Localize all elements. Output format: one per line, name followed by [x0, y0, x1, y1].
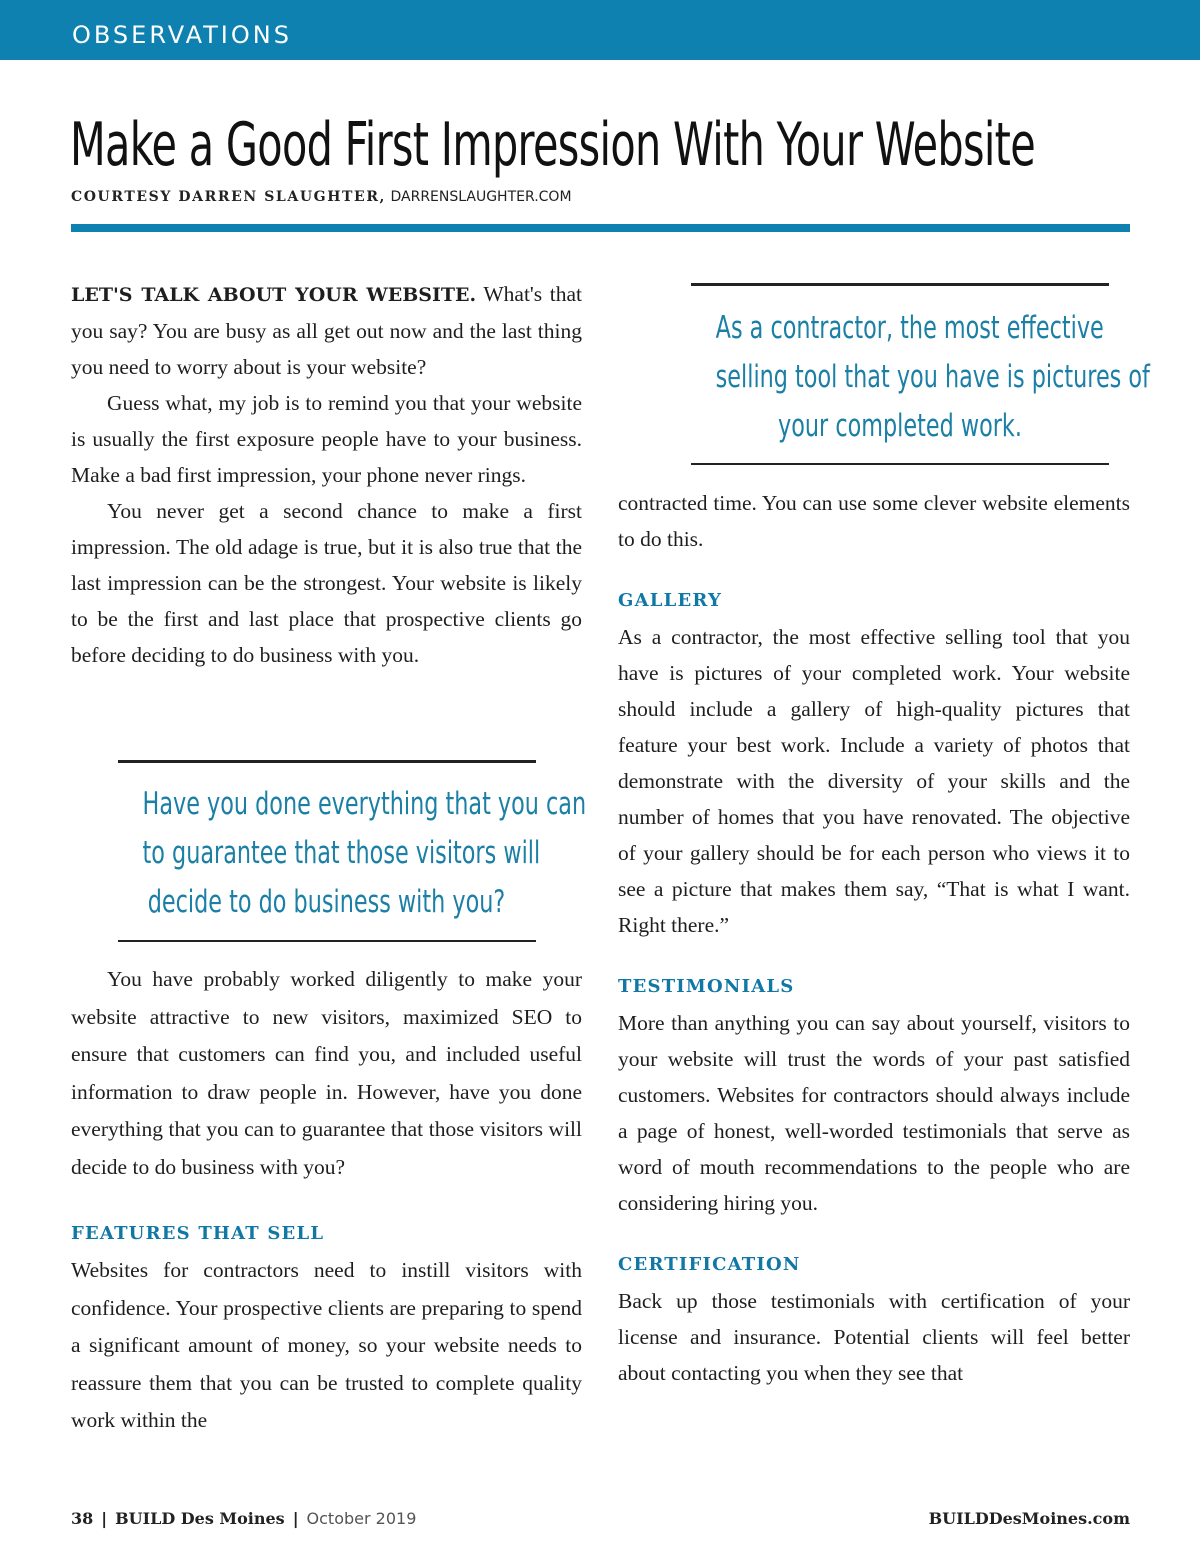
paragraph-features: Websites for contractors need to instill visitors with confidence. Your prospective clients are preparing to spend a significant amount of money, so your website needs to reassure them that you can be trusted to complete quality work within the — [71, 1258, 582, 1432]
paragraph-first-exposure: Guess what, my job is to remind you that your website is usually the first exposure people have to your business. Make a bad first impression, your phone never rings. — [71, 391, 582, 487]
pullquote-bottom-rule — [118, 940, 536, 942]
pullquote-top-rule — [691, 283, 1109, 286]
publication-name: BUILD Des Moines — [115, 1509, 285, 1528]
pullquote-line: your completed work. — [778, 408, 1022, 444]
section-banner — [0, 0, 1200, 60]
pullquote-left — [71, 780, 587, 927]
footer-website: BUILDDesMoines.com — [928, 1509, 1130, 1528]
left-column-lower — [71, 961, 582, 1440]
intro-paragraph — [71, 276, 582, 385]
intro-text: What's that you say? You are busy as all get out now and the last thing you need to worry about is your website? — [71, 282, 582, 379]
pullquote-line: selling tool that you have is pictures of — [715, 359, 1150, 395]
article-credit — [71, 187, 572, 207]
heading-certification: CERTIFICATION — [618, 1254, 801, 1275]
issue-date: October 2019 — [306, 1509, 417, 1528]
left-column — [71, 276, 582, 673]
paragraph-continued: contracted time. You can use some clever website elements to do this. — [618, 491, 1130, 551]
paragraph-testimonials: More than anything you can say about yourself, visitors to your website will trust the words of your past satisfied customers. Websites for contractors should always include a page of honest, well-worded testimonials that serve as word of mouth recommendations to the people who are considering hiring you. — [618, 1011, 1130, 1215]
pullquote-line: Have you done everything that you can — [142, 786, 587, 822]
paragraph-diligently: You have probably worked diligently to make your website attractive to new visitors, maximized SEO to ensure that customers can find you, and included useful information to draw people in. However, have you done everything that you can to guarantee that those visitors will decide to do business with you? — [71, 967, 582, 1179]
pullquote-line: to guarantee that those visitors will — [142, 835, 541, 871]
article-title: Make a Good First Impression With Your Website — [70, 110, 1035, 180]
section-label: OBSERVATIONS — [72, 21, 292, 49]
pullquote-line: As a contractor, the most effective — [715, 310, 1104, 346]
paragraph-gallery: As a contractor, the most effective selling tool that you have is pictures of your completed work. Your website should include a gallery of high-quality pictures that feature your best work. Include a variety of photos that demonstrate with the diversity of your skills and the number of homes that you have renovated. The objective of your gallery should be for each person who views it to see a picture that makes them say, “That is what I want. Right there.” — [618, 625, 1130, 937]
pullquote-line: decide to do business with you? — [147, 884, 506, 920]
heading-gallery: GALLERY — [618, 590, 723, 611]
paragraph-second-chance: You never get a second chance to make a first impression. The old adage is true, but it is also true that the last impression can be the strongest. Your website is likely to be the first and last place that prospective clients go before deciding to do business with you. — [71, 499, 582, 667]
pullquote-bottom-rule — [691, 463, 1109, 465]
pullquote-right — [644, 304, 1156, 451]
page-footer — [71, 1508, 416, 1530]
right-column — [618, 485, 1130, 1391]
heading-testimonials: TESTIMONIALS — [618, 976, 795, 997]
credit-name: COURTESY DARREN SLAUGHTER, — [71, 189, 387, 205]
title-divider — [71, 224, 1130, 232]
paragraph-certification: Back up those testimonials with certification of your license and insurance. Potential clients will feel better about contacting you when they see that — [618, 1289, 1130, 1385]
footer-separator: | — [292, 1509, 299, 1528]
footer-separator: | — [101, 1509, 108, 1528]
lead-in: LET'S TALK ABOUT YOUR WEBSITE. — [71, 284, 477, 306]
credit-site: DARRENSLAUGHTER.COM — [390, 189, 572, 205]
heading-features-that-sell: FEATURES THAT SELL — [71, 1223, 325, 1244]
pullquote-top-rule — [118, 760, 536, 763]
page-number: 38 — [71, 1509, 94, 1528]
